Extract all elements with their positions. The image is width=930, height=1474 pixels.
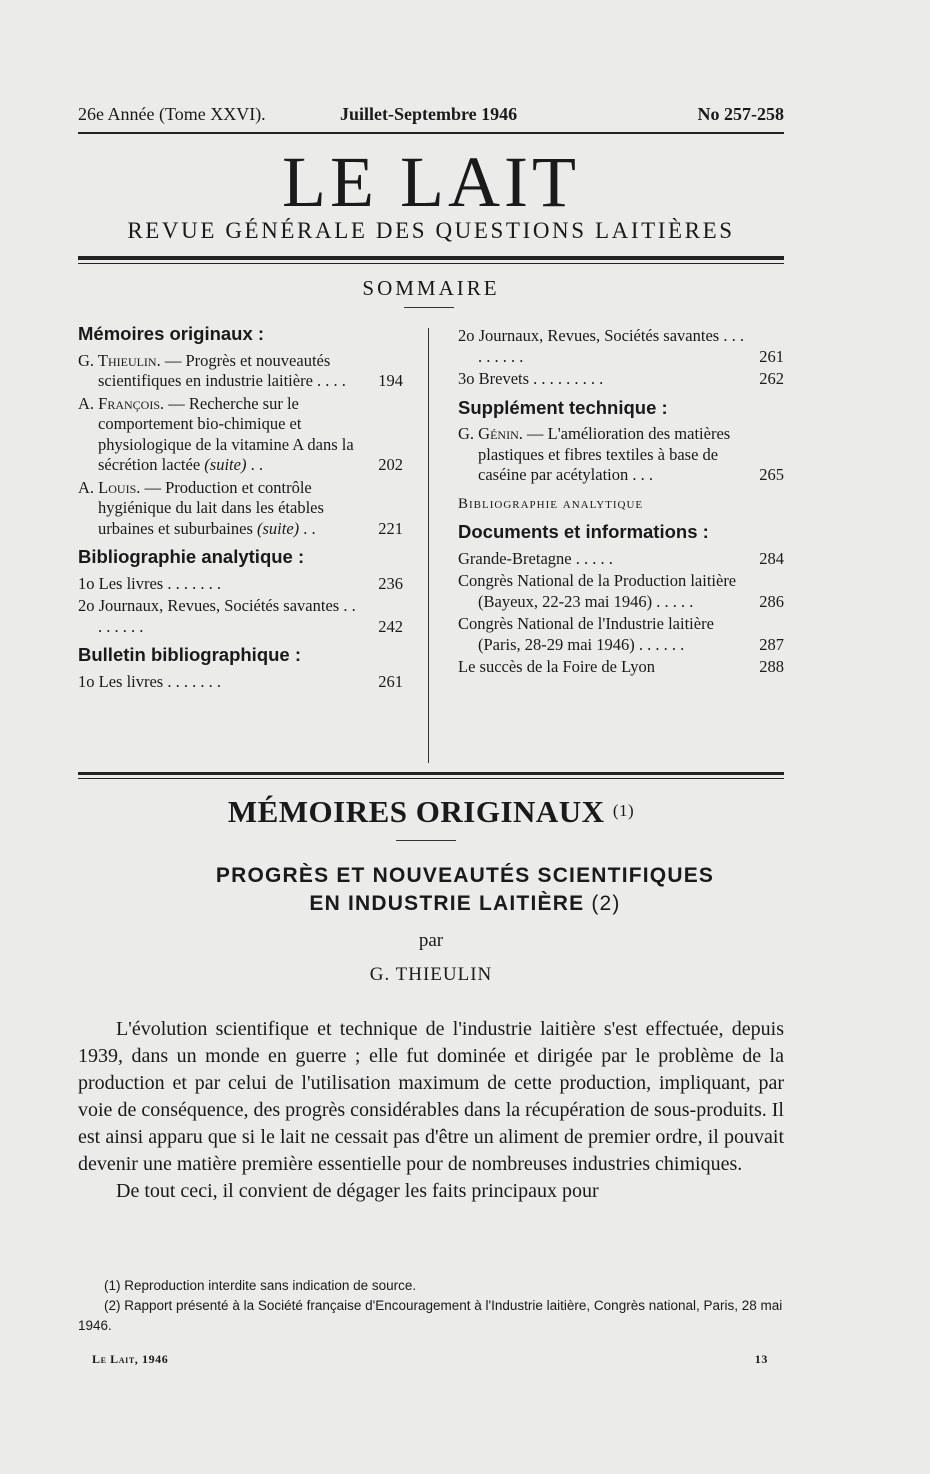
article-author: G. THIEULIN — [369, 964, 493, 985]
article-title-footnote-ref: (2) — [591, 892, 621, 915]
section-title-text: MÉMOIRES ORIGINAUX — [227, 794, 605, 829]
toc-entry-text: 2o Journaux, Revues, Sociétés savantes . . . . . . . . — [78, 596, 356, 636]
toc-supplement-heading: Supplément technique : — [458, 396, 668, 418]
toc-entry-page: 262 — [759, 369, 784, 388]
toc-entry-suite: (suite) — [257, 518, 300, 538]
toc-entry-text: — Recherche sur le comportement bio-chimique et physiologique de la vitamine A dans la sécrétion lactée — [98, 393, 354, 474]
toc-bibliographie-heading: Bibliographie analytique : — [78, 546, 305, 567]
toc-entry — [458, 326, 784, 367]
toc-entry-dots: . . — [250, 455, 263, 474]
page-number: 13 — [754, 1352, 768, 1366]
section-rule — [396, 840, 456, 841]
toc-entry-author: A. François. — [78, 393, 165, 413]
sommaire-rule — [404, 307, 454, 308]
toc-entry-text: — Progrès et nouveautés scientifiques en industrie laitière . . . . — [98, 350, 346, 390]
masthead-thin-rule — [78, 263, 784, 264]
sommaire-heading: SOMMAIRE — [362, 276, 500, 300]
toc-entry-text: Grande-Bretagne . . . . . — [458, 548, 613, 568]
header-volume: 26e Année (Tome XXVI). — [78, 104, 266, 124]
toc-bottom-thick-rule — [78, 772, 784, 775]
footnote: (2) Rapport présenté à la Société française d'Encouragement à l'Industrie laitière, Congrès national, Paris, 28 mai 1946. — [78, 1298, 783, 1333]
toc-entry-page: 261 — [759, 346, 784, 366]
toc-entry-text: — Production et contrôle hygiénique du lait dans les étables urbaines et suburbaines — [98, 477, 324, 538]
byline-par: par — [418, 930, 444, 951]
toc-entry — [458, 549, 784, 570]
toc-entry-page: 236 — [378, 573, 403, 593]
article-title-line2-wrap — [78, 890, 852, 918]
footer-journal: Le Lait, 1946 — [92, 1352, 169, 1366]
toc-entry-text: Congrès National de la Production laitière (Bayeux, 22-23 mai 1946) . . . . . — [458, 571, 737, 611]
toc-entry-dots: . . — [303, 518, 316, 538]
toc-entry-text: 3o Brevets . . . . . . . . . — [458, 369, 604, 388]
toc-column-divider — [428, 328, 429, 763]
article-title-line2: EN INDUSTRIE LAITIÈRE — [309, 892, 585, 915]
toc-entry — [78, 574, 403, 595]
section-title — [78, 794, 784, 830]
toc-entry-page: 286 — [759, 591, 784, 611]
toc-documents-heading: Documents et informations : — [458, 521, 709, 542]
footnotes — [78, 1276, 784, 1336]
toc-entry-page: 265 — [759, 465, 784, 484]
footnote: (1) Reproduction interdite sans indication de source. — [104, 1278, 417, 1293]
toc-entry-page: 284 — [759, 548, 784, 568]
article-body — [78, 1016, 784, 1205]
toc-entry — [458, 614, 784, 655]
toc-entry — [458, 657, 784, 678]
article-title-line1: PROGRÈS ET NOUVEAUTÉS SCIENTIFIQUES — [215, 864, 715, 887]
article-title — [78, 862, 852, 918]
toc-entry-page: 287 — [759, 634, 784, 654]
journal-title: LE LAIT — [282, 142, 580, 222]
toc-entry-page: 221 — [378, 518, 403, 538]
toc-bottom-thin-rule — [78, 778, 784, 779]
toc-entry-author: G. Génin. — [458, 424, 523, 443]
toc-entry-text: — L'amélioration des matières plastiques et fibres textiles à base de caséine par acétylation . . . — [478, 424, 731, 484]
toc-entry — [78, 478, 403, 540]
toc-bulletin-heading: Bulletin bibliographique : — [78, 644, 302, 665]
toc-entry — [458, 424, 784, 486]
header-date: Juillet-Septembre 1946 — [340, 104, 518, 124]
running-header — [78, 104, 784, 130]
toc-entry — [78, 596, 403, 637]
section-title-footnote-ref: (1) — [612, 801, 635, 820]
toc-entry — [78, 351, 403, 392]
journal-subtitle: REVUE GÉNÉRALE DES QUESTIONS LAITIÈRES — [127, 218, 735, 243]
toc-entry — [458, 571, 784, 612]
body-paragraph: De tout ceci, il convient de dégager les faits principaux pour — [116, 1180, 599, 1202]
toc-entry — [78, 672, 403, 693]
toc-entry-author: G. Thieulin. — [78, 350, 161, 370]
toc-entry-text: Congrès National de l'Industrie laitière (Paris, 28-29 mai 1946) . . . . . . — [458, 614, 714, 654]
header-rule — [78, 132, 784, 134]
toc-entry — [458, 369, 784, 390]
toc-right-column — [458, 326, 784, 680]
toc-entry-text: 1o Les livres . . . . . . . — [78, 573, 221, 593]
masthead-thick-rule — [78, 256, 784, 260]
body-paragraph: L'évolution scientifique et technique de l'industrie laitière s'est effectuée, depuis 1939, dans un monde en guerre ; elle fut dominée et dirigée par le problème de la production et par celui de l'utilisation maximum de cette production, impliquant, par voie de conséquence, des progrès considérables dans la récupération de sous-produits. Il est ainsi apparu que si le lait ne cessait pas d'être un aliment de premier ordre, il pouvait devenir une matière première essentielle pour de nombreuses industries chimiques. — [78, 1018, 784, 1175]
header-issue-number: No 257-258 — [697, 104, 784, 124]
toc-left-column — [78, 316, 403, 694]
toc-entry-page: 242 — [378, 616, 403, 636]
toc-entry-text: 1o Les livres . . . . . . . — [78, 671, 221, 691]
toc-entry-suite: (suite) — [204, 455, 247, 474]
toc-entry-text: 2o Journaux, Revues, Sociétés savantes . . . . . . . . . — [458, 326, 744, 366]
toc-entry-page: 288 — [759, 657, 784, 676]
toc-memoires-heading: Mémoires originaux : — [78, 323, 265, 344]
toc-entry-text: Le succès de la Foire de Lyon — [458, 657, 656, 676]
toc-entry-page: 194 — [378, 371, 403, 390]
toc-entry-author: A. Louis. — [78, 477, 141, 497]
toc-entry-page: 261 — [378, 671, 403, 691]
toc-entry-page: 202 — [378, 455, 403, 474]
toc-entry — [78, 394, 403, 476]
toc-bibliographie-label: Bibliographie analytique — [458, 495, 644, 512]
